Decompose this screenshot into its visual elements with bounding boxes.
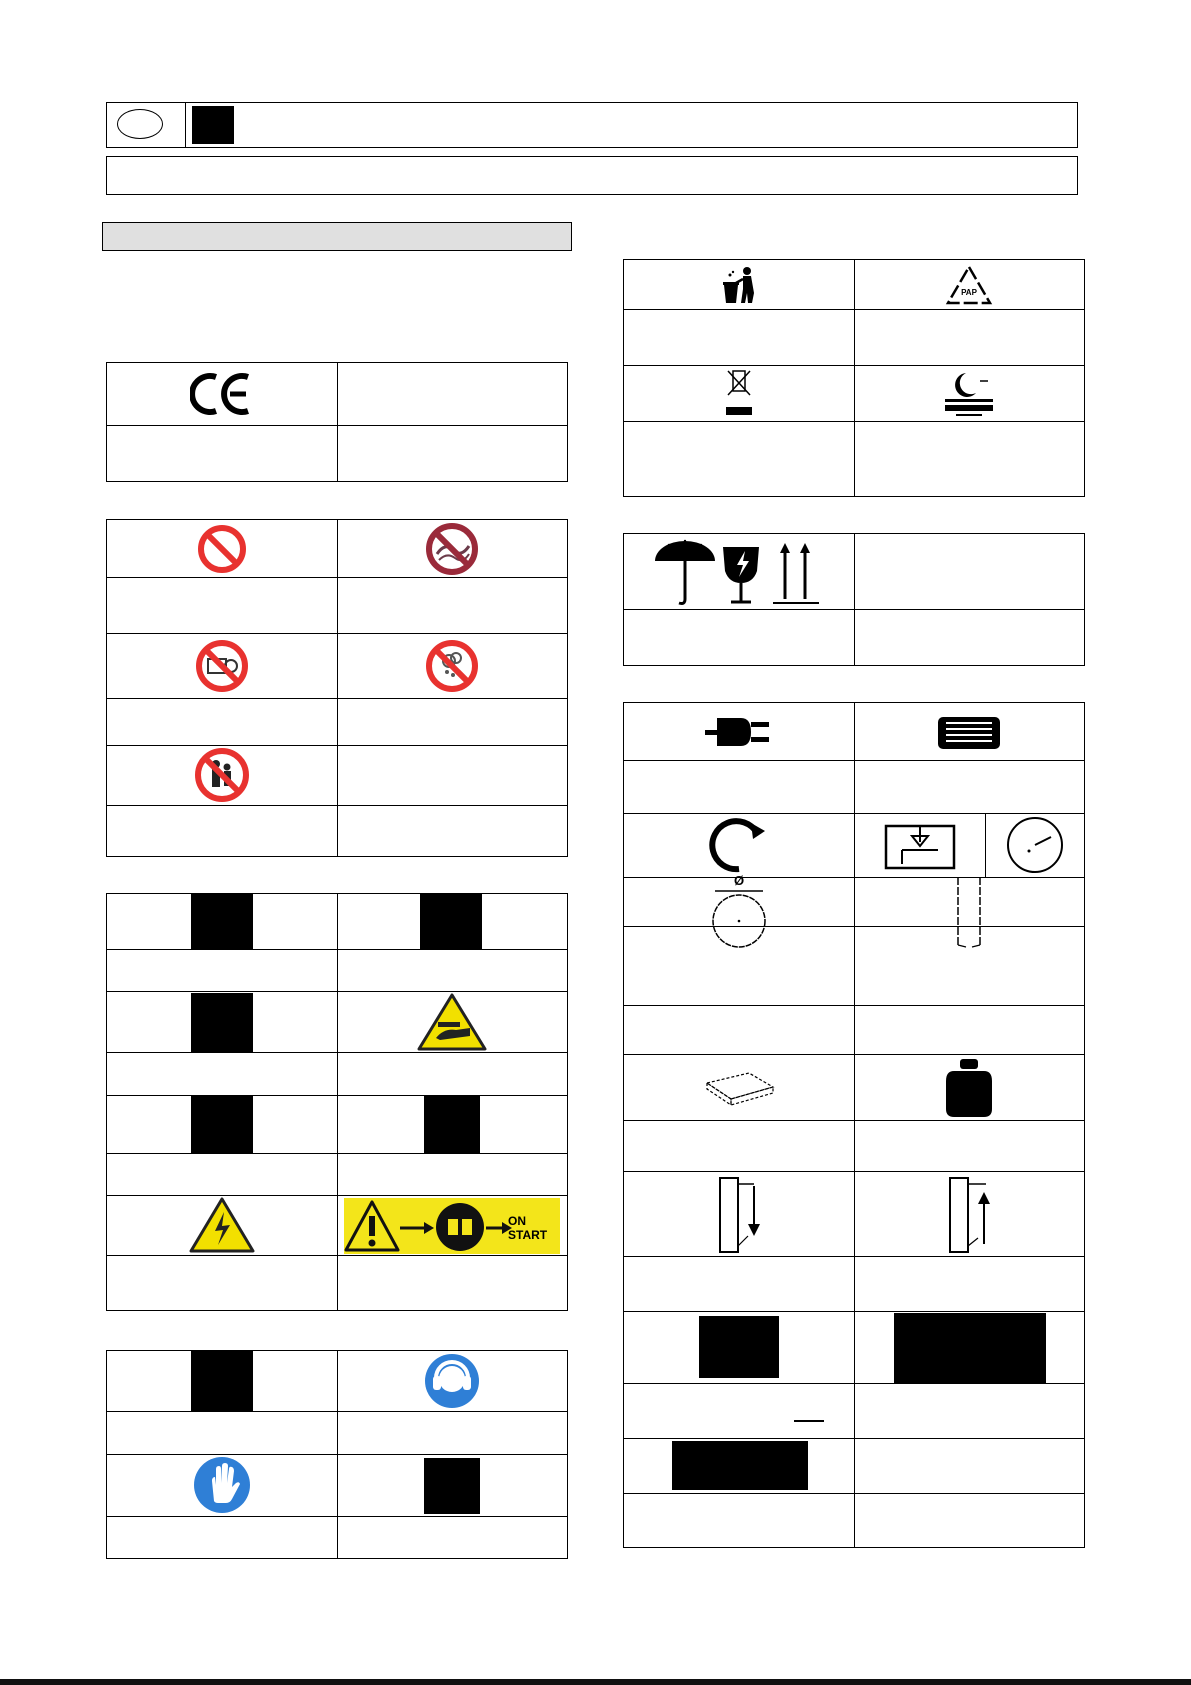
hand-crush-warning-icon — [337, 991, 567, 1052]
language-badge-oval — [117, 109, 163, 139]
section-heading-bar — [102, 222, 572, 251]
ear-eye-protection-icon — [337, 1351, 567, 1411]
redacted-symbol — [424, 1458, 480, 1514]
disposal-table — [623, 259, 1085, 497]
page-bottom-border — [0, 1679, 1191, 1685]
header-bar — [106, 102, 1078, 148]
packaging-table — [623, 533, 1085, 666]
power-plug-icon — [624, 703, 854, 760]
redacted-symbol — [894, 1313, 1046, 1383]
diameter-symbol: Ø — [733, 872, 745, 888]
read-manual-banner — [344, 1198, 560, 1254]
ce-mark-icon — [107, 363, 337, 425]
no-spraying-icon — [337, 633, 567, 698]
redacted-symbol — [191, 993, 253, 1052]
rotation-speed-icon — [624, 813, 854, 877]
prohibition-icon — [107, 520, 337, 577]
moon-standby-icon — [854, 365, 1084, 421]
cutting-depth-up-icon — [854, 1171, 1084, 1256]
underline-mark — [794, 1420, 824, 1422]
weight-icon — [854, 1054, 1084, 1120]
workpiece-plate-icon — [624, 1054, 854, 1120]
packaging-handling-icons — [624, 534, 854, 609]
svg-text:PAP: PAP — [961, 287, 977, 297]
redacted-symbol — [191, 1096, 253, 1153]
redacted-symbol — [191, 894, 253, 949]
header-divider — [185, 103, 186, 147]
height-dimension-icon — [854, 877, 1084, 926]
warning-table — [106, 893, 568, 1311]
cutting-depth-icon — [854, 813, 985, 877]
prohibition-table — [106, 519, 568, 857]
cutting-depth-down-icon — [624, 1171, 854, 1256]
subtitle-bar — [106, 156, 1078, 195]
redacted-symbol — [420, 894, 482, 949]
banner-on-label: ON — [508, 1214, 526, 1228]
diameter-icon — [624, 872, 854, 926]
header-black-marker — [192, 106, 234, 144]
ce-table — [106, 362, 568, 482]
banner-start-label: START — [508, 1228, 548, 1242]
no-wet-conditions-icon — [337, 520, 567, 577]
gauge-dial-icon — [985, 813, 1084, 877]
electrical-hazard-icon — [107, 1195, 337, 1255]
hand-protection-icon — [107, 1454, 337, 1516]
redacted-symbol — [191, 1351, 253, 1411]
motor-icon — [854, 703, 1084, 760]
redacted-symbol — [672, 1441, 808, 1490]
recycle-icon — [854, 260, 1084, 309]
no-camera-icon — [107, 633, 337, 698]
tidy-disposal-icon — [624, 260, 854, 309]
redacted-symbol — [424, 1096, 480, 1153]
weee-bin-icon — [624, 365, 854, 421]
no-children-icon — [107, 745, 337, 805]
technical-table — [623, 702, 1085, 1548]
mandatory-table — [106, 1350, 568, 1559]
redacted-symbol — [699, 1316, 779, 1378]
